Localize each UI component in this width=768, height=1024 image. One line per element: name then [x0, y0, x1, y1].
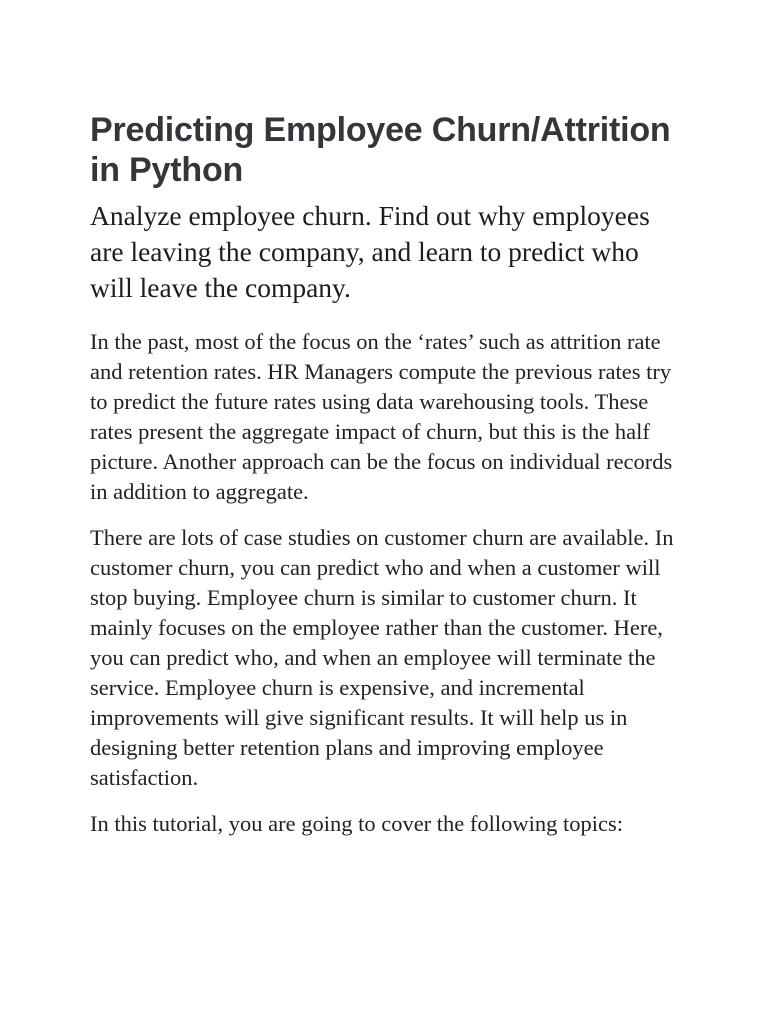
paragraph-rates: In the past, most of the focus on the ‘rates’ such as attrition rate and retention rates. HR Managers compute the previous rates try to predict the future rates using data warehousing tools. These rates present the aggregate impact of churn, but this is the half picture. Another approach can be the focus on individual records in addition to aggregate. — [90, 329, 673, 504]
paragraph-topics-intro: In this tutorial, you are going to cover the following topics: — [90, 811, 624, 836]
article-title: Predicting Employee Churn/Attrition in Python — [90, 111, 671, 189]
article-subtitle: Analyze employee churn. Find out why employees are leaving the company, and learn to predict who will leave the company. — [90, 200, 650, 303]
paragraph-customer-churn: There are lots of case studies on customer churn are available. In customer churn, you can predict who and when a customer will stop buying. Employee churn is similar to customer churn. It mainly focuses on the employee rather than the customer. Here, you can predict who, and when an employee will terminate the service. Employee churn is expensive, and incremental improvements will give significant results. It will help us in designing better retention plans and improving employee satisfaction. — [90, 525, 674, 790]
